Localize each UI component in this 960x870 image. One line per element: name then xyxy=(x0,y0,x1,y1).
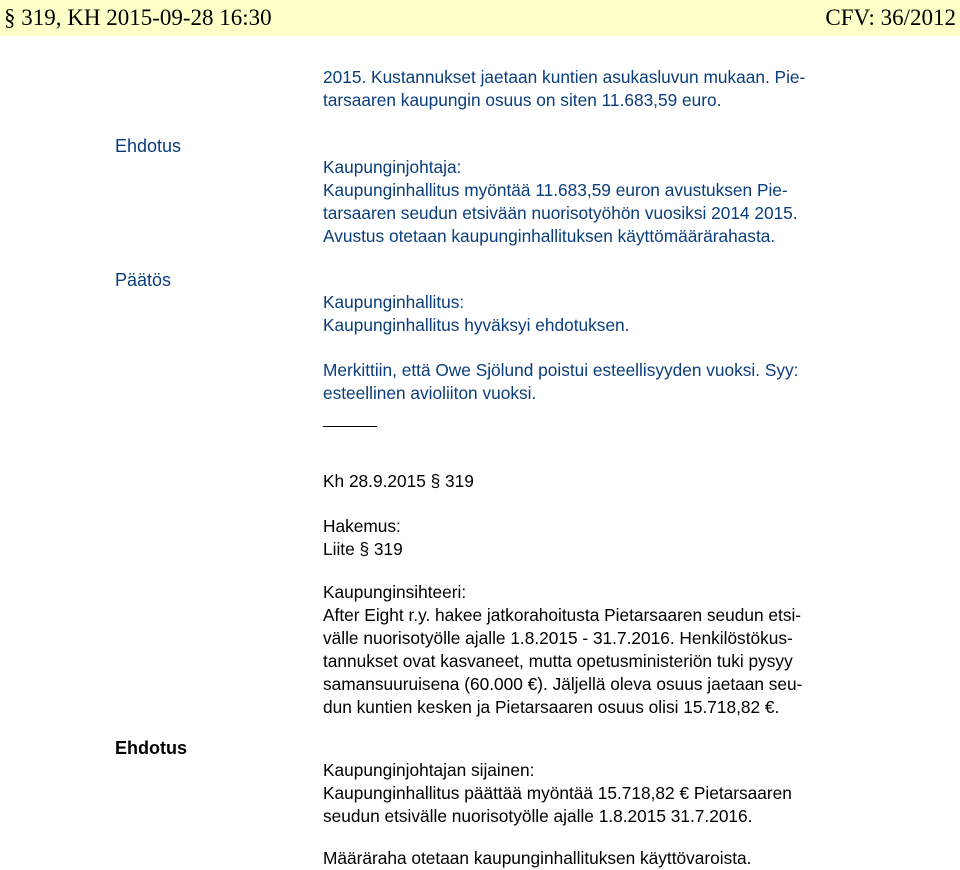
label-ehdotus: Ehdotus xyxy=(115,136,182,156)
text-line: Kaupunginjohtaja: xyxy=(323,157,462,177)
section-reference: § 319, KH 2015-09-28 16:30 xyxy=(4,5,272,30)
paragraph-application xyxy=(323,515,883,561)
case-number: CFV: 36/2012 xyxy=(825,5,956,30)
text-line: samansuuruisena (60.000 €). Jäljellä oleva osuus jaetaan seu- xyxy=(323,674,803,694)
text-line: tarsaaren kaupungin osuus on siten 11.683,59 euro. xyxy=(323,90,722,110)
text-line: Kh 28.9.2015 § 319 xyxy=(323,471,474,491)
text-line: Avustus otetaan kaupunginhallituksen käyttömäärärahasta. xyxy=(323,226,776,246)
text-line: tannukset ovat kasvaneet, mutta opetusministeriön tuki pysyy xyxy=(323,651,793,671)
page-header xyxy=(0,0,960,36)
paragraph-deputy-proposal xyxy=(323,759,883,828)
text-line: After Eight r.y. hakee jatkorahoitusta Pietarsaaren seudun etsi- xyxy=(323,605,802,625)
text-line: Kaupunginjohtajan sijainen: xyxy=(323,760,535,780)
text-line: Liite § 319 xyxy=(323,539,403,559)
paragraph-recusal xyxy=(323,359,883,405)
text-line: Määräraha otetaan kaupunginhallituksen käyttövaroista. xyxy=(323,848,752,868)
text-line: dun kuntien kesken ja Pietarsaaren osuus olisi 15.718,82 €. xyxy=(323,697,780,717)
text-line: Merkittiin, että Owe Sjölund poistui esteellisyyden vuoksi. Syy: xyxy=(323,360,799,380)
text-line: Kaupunginhallitus: xyxy=(323,292,465,312)
text-line: Kaupunginhallitus myöntää 11.683,59 euron avustuksen Pie- xyxy=(323,180,788,200)
text-line: välle nuorisotyölle ajalle 1.8.2015 - 31.7.2016. Henkilöstökus- xyxy=(323,628,793,648)
text-line: esteellinen avioliiton vuoksi. xyxy=(323,383,537,403)
label-paatos: Päätös xyxy=(115,270,172,290)
paragraph-appropriation xyxy=(323,847,883,870)
text-line: 2015. Kustannukset jaetaan kuntien asukasluvun mukaan. Pie- xyxy=(323,67,806,87)
meeting-reference xyxy=(323,470,883,493)
text-line: Kaupunginhallitus hyväksyi ehdotuksen. xyxy=(323,315,630,335)
label-ehdotus-second: Ehdotus xyxy=(115,738,187,758)
text-line: Kaupunginsihteeri: xyxy=(323,582,467,602)
text-line: Kaupunginhallitus päättää myöntää 15.718,82 € Pietarsaaren xyxy=(323,783,792,803)
paragraph-proposal xyxy=(323,156,883,248)
text-line: tarsaaren seudun etsivään nuorisotyöhön vuosiksi 2014 2015. xyxy=(323,203,798,223)
paragraph-cost-sharing xyxy=(323,66,883,112)
paragraph-decision xyxy=(323,291,883,337)
separator-line xyxy=(323,426,377,427)
text-line: seudun etsivälle nuorisotyölle ajalle 1.8.2015 31.7.2016. xyxy=(323,806,753,826)
paragraph-secretary xyxy=(323,581,883,719)
text-line: Hakemus: xyxy=(323,516,401,536)
